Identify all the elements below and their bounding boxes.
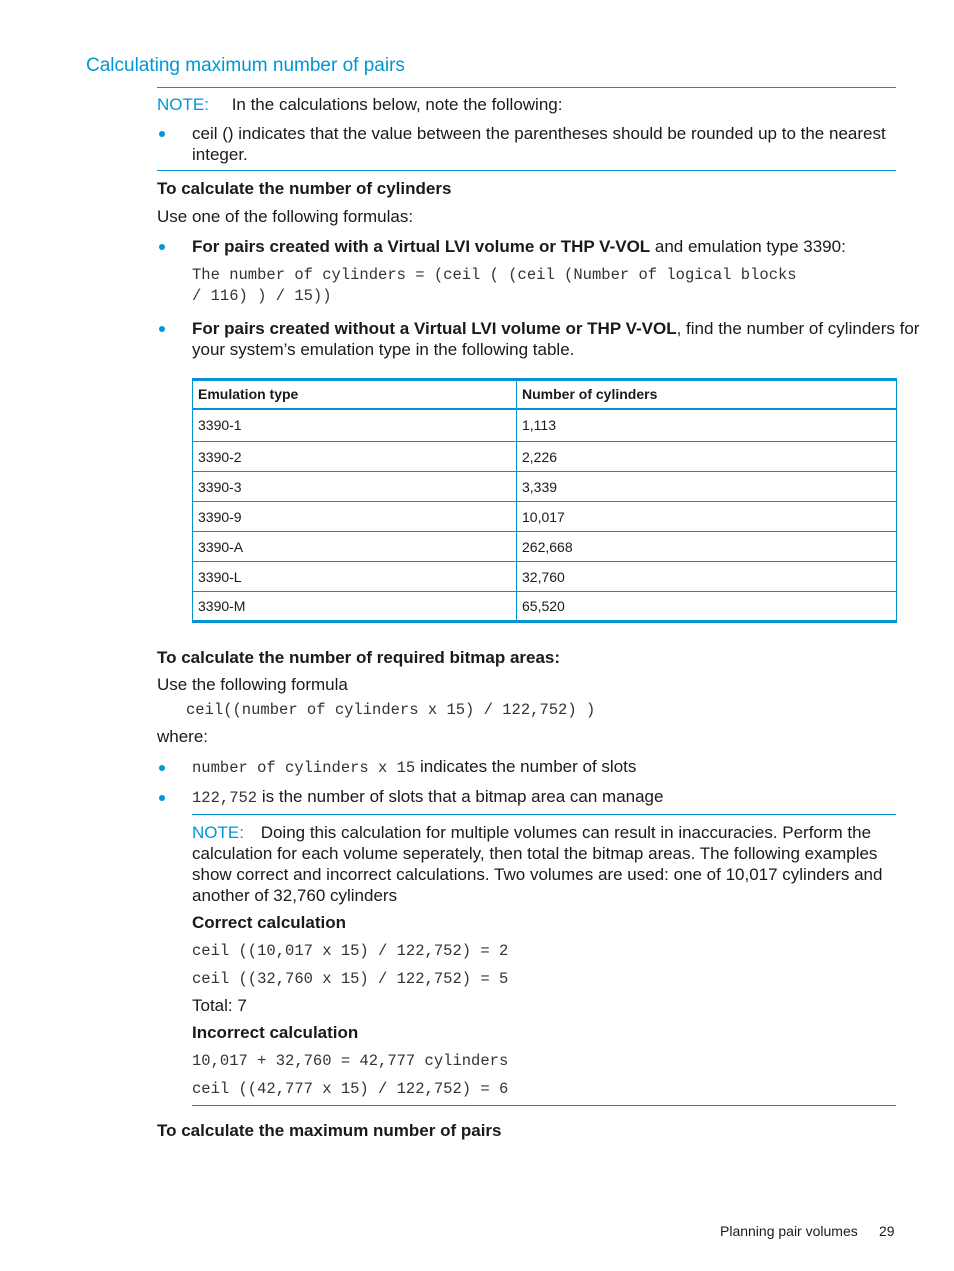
note-1 — [157, 95, 562, 115]
bullet-code: 122,752 — [192, 789, 258, 807]
table-cell: 3390-1 — [193, 409, 517, 442]
table-row — [193, 472, 897, 502]
bitmap-bullet-2 — [192, 787, 663, 807]
correct-calc-line: ceil ((10,017 x 15) / 122,752) = 2 — [192, 942, 509, 960]
divider — [157, 170, 896, 171]
note-label: NOTE: — [192, 823, 244, 842]
correct-heading: Correct calculation — [192, 913, 346, 932]
note-text: calculation for each volume seperately, then total the bitmap areas. The following examples — [192, 844, 878, 863]
footer-section: Planning pair volumes — [720, 1223, 858, 1239]
table-cell: 3390-L — [193, 562, 517, 592]
bullet-bold-text: For pairs created without a Virtual LVI volume or THP V-VOL — [192, 319, 677, 338]
incorrect-heading: Incorrect calculation — [192, 1023, 359, 1042]
divider — [192, 814, 896, 815]
table-cell: 65,520 — [517, 592, 897, 622]
correct-calc-line: ceil ((32,760 x 15) / 122,752) = 5 — [192, 970, 509, 988]
bullet-icon — [159, 244, 165, 250]
column-header: Emulation type — [193, 380, 517, 409]
table-cell: 3390-M — [193, 592, 517, 622]
emulation-table — [192, 378, 897, 623]
bitmap-heading: To calculate the number of required bitmap areas: — [157, 648, 561, 667]
note-2-line — [192, 823, 871, 843]
note-label: NOTE: — [157, 95, 209, 114]
bitmap-intro: Use the following formula — [157, 675, 348, 694]
bullet-icon — [159, 795, 165, 801]
bullet-text: and emulation type 3390: — [650, 237, 846, 256]
where-label: where: — [157, 727, 209, 746]
table-cell: 262,668 — [517, 532, 897, 562]
max-pairs-heading: To calculate the maximum number of pairs — [157, 1121, 502, 1140]
bullet-icon — [159, 765, 165, 771]
incorrect-calc-line: ceil ((42,777 x 15) / 122,752) = 6 — [192, 1080, 509, 1098]
table-cell: 3390-A — [193, 532, 517, 562]
note-text: show correct and incorrect calculations. Two volumes are used: one of 10,017 cylinders and — [192, 865, 883, 884]
table-row — [193, 502, 897, 532]
note-bullet-line: ceil () indicates that the value between the parentheses should be rounded up to the nearest — [192, 124, 886, 143]
bullet-bold-text: For pairs created with a Virtual LVI volume or THP V-VOL — [192, 237, 651, 256]
table-row — [193, 532, 897, 562]
table-row — [193, 442, 897, 472]
cylinders-bullet-2 — [192, 319, 919, 339]
note-text: another of 32,760 cylinders — [192, 886, 398, 905]
table-cell: 3390-9 — [193, 502, 517, 532]
divider — [192, 1105, 896, 1106]
table-cell: 3390-2 — [193, 442, 517, 472]
cylinders-intro: Use one of the following formulas: — [157, 207, 414, 226]
table-row — [193, 409, 897, 442]
section-title: Calculating maximum number of pairs — [86, 55, 405, 76]
table-row — [193, 592, 897, 622]
table-row — [193, 562, 897, 592]
bullet-icon — [159, 326, 165, 332]
table-cell: 32,760 — [517, 562, 897, 592]
table-cell: 10,017 — [517, 502, 897, 532]
formula-line: The number of cylinders = (ceil ( (ceil (Number of logical blocks — [192, 266, 797, 284]
bullet-text: indicates the number of slots — [415, 757, 637, 776]
bullet-code: number of cylinders x 15 — [192, 759, 416, 777]
note-text: In the calculations below, note the following: — [231, 95, 563, 114]
incorrect-calc-line: 10,017 + 32,760 = 42,777 cylinders — [192, 1052, 509, 1070]
table-cell: 3390-3 — [193, 472, 517, 502]
bullet-icon — [159, 131, 165, 137]
bullet-text: , find the number of cylinders for — [676, 319, 920, 338]
note-text: Doing this calculation for multiple volumes can result in inaccuracies. Perform the — [260, 823, 872, 842]
total-text: Total: 7 — [192, 996, 247, 1015]
formula-line: / 116) ) / 15)) — [192, 287, 332, 305]
bullet-text: is the number of slots that a bitmap area can manage — [257, 787, 664, 806]
bitmap-bullet-1 — [192, 757, 636, 777]
divider — [157, 87, 896, 88]
cylinders-bullet-1 — [192, 237, 846, 257]
table-cell: 3,339 — [517, 472, 897, 502]
table-header-row — [193, 380, 897, 409]
table-cell: 1,113 — [517, 409, 897, 442]
bullet-text-line2: your system’s emulation type in the following table. — [192, 340, 575, 359]
bitmap-formula: ceil((number of cylinders x 15) / 122,752) ) — [186, 701, 596, 719]
page-number: 29 — [879, 1223, 895, 1239]
column-header: Number of cylinders — [517, 380, 897, 409]
note-bullet-line: integer. — [192, 145, 248, 164]
cylinders-heading: To calculate the number of cylinders — [157, 179, 452, 198]
table-cell: 2,226 — [517, 442, 897, 472]
